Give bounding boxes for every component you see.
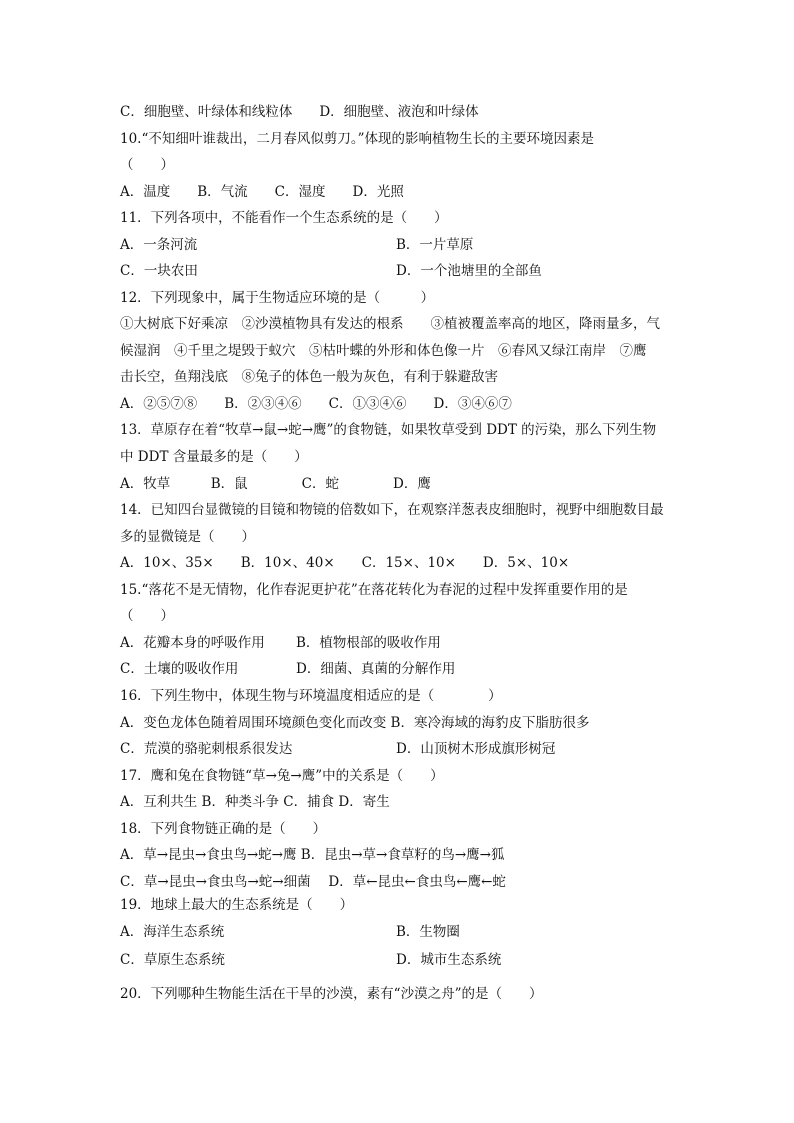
q19-stem: 19．地球上最大的生态系统是（ ） [120,897,354,913]
q20-stem: 20．下列哪种生物能生活在干旱的沙漠，素有“沙漠之舟”的是（ ） [120,986,543,1002]
q14-stem-line2: 多的显微镜是（ ） [120,529,255,545]
q19-option-d: D．城市生态系统 [396,952,502,968]
q13-options: A．牧草 B．鼠 C．蛇 D．鹰 [120,476,431,492]
q15-answer-blank: （ ） [120,608,174,624]
q12-statements-line2: 候湿润 ④千里之堤毁于蚁穴 ⑤枯叶蝶的外形和体色像一片 ⑥春风又绿江南岸 ⑦鹰 [120,343,647,359]
q18-options-ab: A．草→昆虫→食虫鸟→蛇→鹰 B．昆虫→草→食草籽的鸟→鹰→狐 [120,847,505,863]
q17-stem: 17．鹰和兔在食物链“草→兔→鹰”中的关系是（ ） [120,768,444,784]
q16-options-ab: A．变色龙体色随着周围环境颜色变化而改变 B．寒冷海域的海豹皮下脂肪很多 [120,715,590,731]
q12-statements-line3: 击长空，鱼翔浅底 ⑧兔子的体色一般为灰色，有利于躲避敌害 [120,369,498,385]
q19-option-a: A．海洋生态系统 [120,924,225,940]
q15-option-b: B．植物根部的吸收作用 [296,635,441,651]
q11-stem: 11．下列各项中，不能看作一个生态系统的是（ ） [120,210,448,226]
q14-options: A．10×、35× B．10×、40× C．15×、10× D．5×、10× [120,555,570,571]
q12-statements-line1: ①大树底下好乘凉 ②沙漠植物具有发达的根系 ③植被覆盖率高的地区，降雨量多，气 [120,316,660,332]
q11-option-a: A．一条河流 [120,237,198,253]
q19-option-b: B．生物圈 [396,924,460,940]
q11-option-b: B．一片草原 [396,237,474,253]
q10-answer-blank: （ ） [120,157,174,173]
q13-stem-line2: 中 DDT 含量最多的是（ ） [120,449,308,465]
q16-option-d: D．山顶树木形成旗形树冠 [396,741,556,757]
q18-options-cd: C．草→昆虫→食虫鸟→蛇→细菌 D．草←昆虫←食虫鸟←鹰←蛇 [120,874,506,890]
q13-stem-line1: 13．草原存在着“牧草→鼠→蛇→鹰”的食物链，如果牧草受到 DDT 的污染，那么下列生物 [120,422,657,438]
q15-option-d: D．细菌、真菌的分解作用 [296,661,456,677]
q15-option-c: C．土壤的吸收作用 [120,661,239,677]
q18-stem: 18．下列食物链正确的是（ ） [120,821,327,837]
q15-option-a: A．花瓣本身的呼吸作用 [120,635,265,651]
q11-option-d: D．一个池塘里的全部鱼 [396,263,542,279]
q12-options: A．②⑤⑦⑧ B．②③④⑥ C．①③④⑥ D．③④⑥⑦ [120,396,512,412]
q14-stem-line1: 14．已知四台显微镜的目镜和物镜的倍数如下，在观察洋葱表皮细胞时，视野中细胞数目最 [120,502,664,518]
q16-option-c: C．荒漠的骆驼刺根系很发达 [120,741,293,757]
q10-stem: 10.“不知细叶谁裁出，二月春风似剪刀。”体现的影响植物生长的主要环境因素是 [120,131,595,147]
q10-options: A．温度 B．气流 C．湿度 D．光照 [120,184,404,200]
q12-stem: 12．下列现象中，属于生物适应环境的是（ ） [120,290,435,306]
q15-stem: 15.“落花不是无情物，化作春泥更护花”在落花转化为春泥的过程中发挥重要作用的是 [120,582,628,598]
q16-stem: 16．下列生物中，体现生物与环境温度相适应的是（ ） [120,688,502,704]
q11-option-c: C．一块农田 [120,263,198,279]
q19-option-c: C．草原生态系统 [120,952,225,968]
q9-options-cd: C．细胞壁、叶绿体和线粒体 D．细胞壁、液泡和叶绿体 [120,104,479,120]
q17-options: A．互利共生 B．种类斗争 C．捕食 D．寄生 [120,794,390,810]
